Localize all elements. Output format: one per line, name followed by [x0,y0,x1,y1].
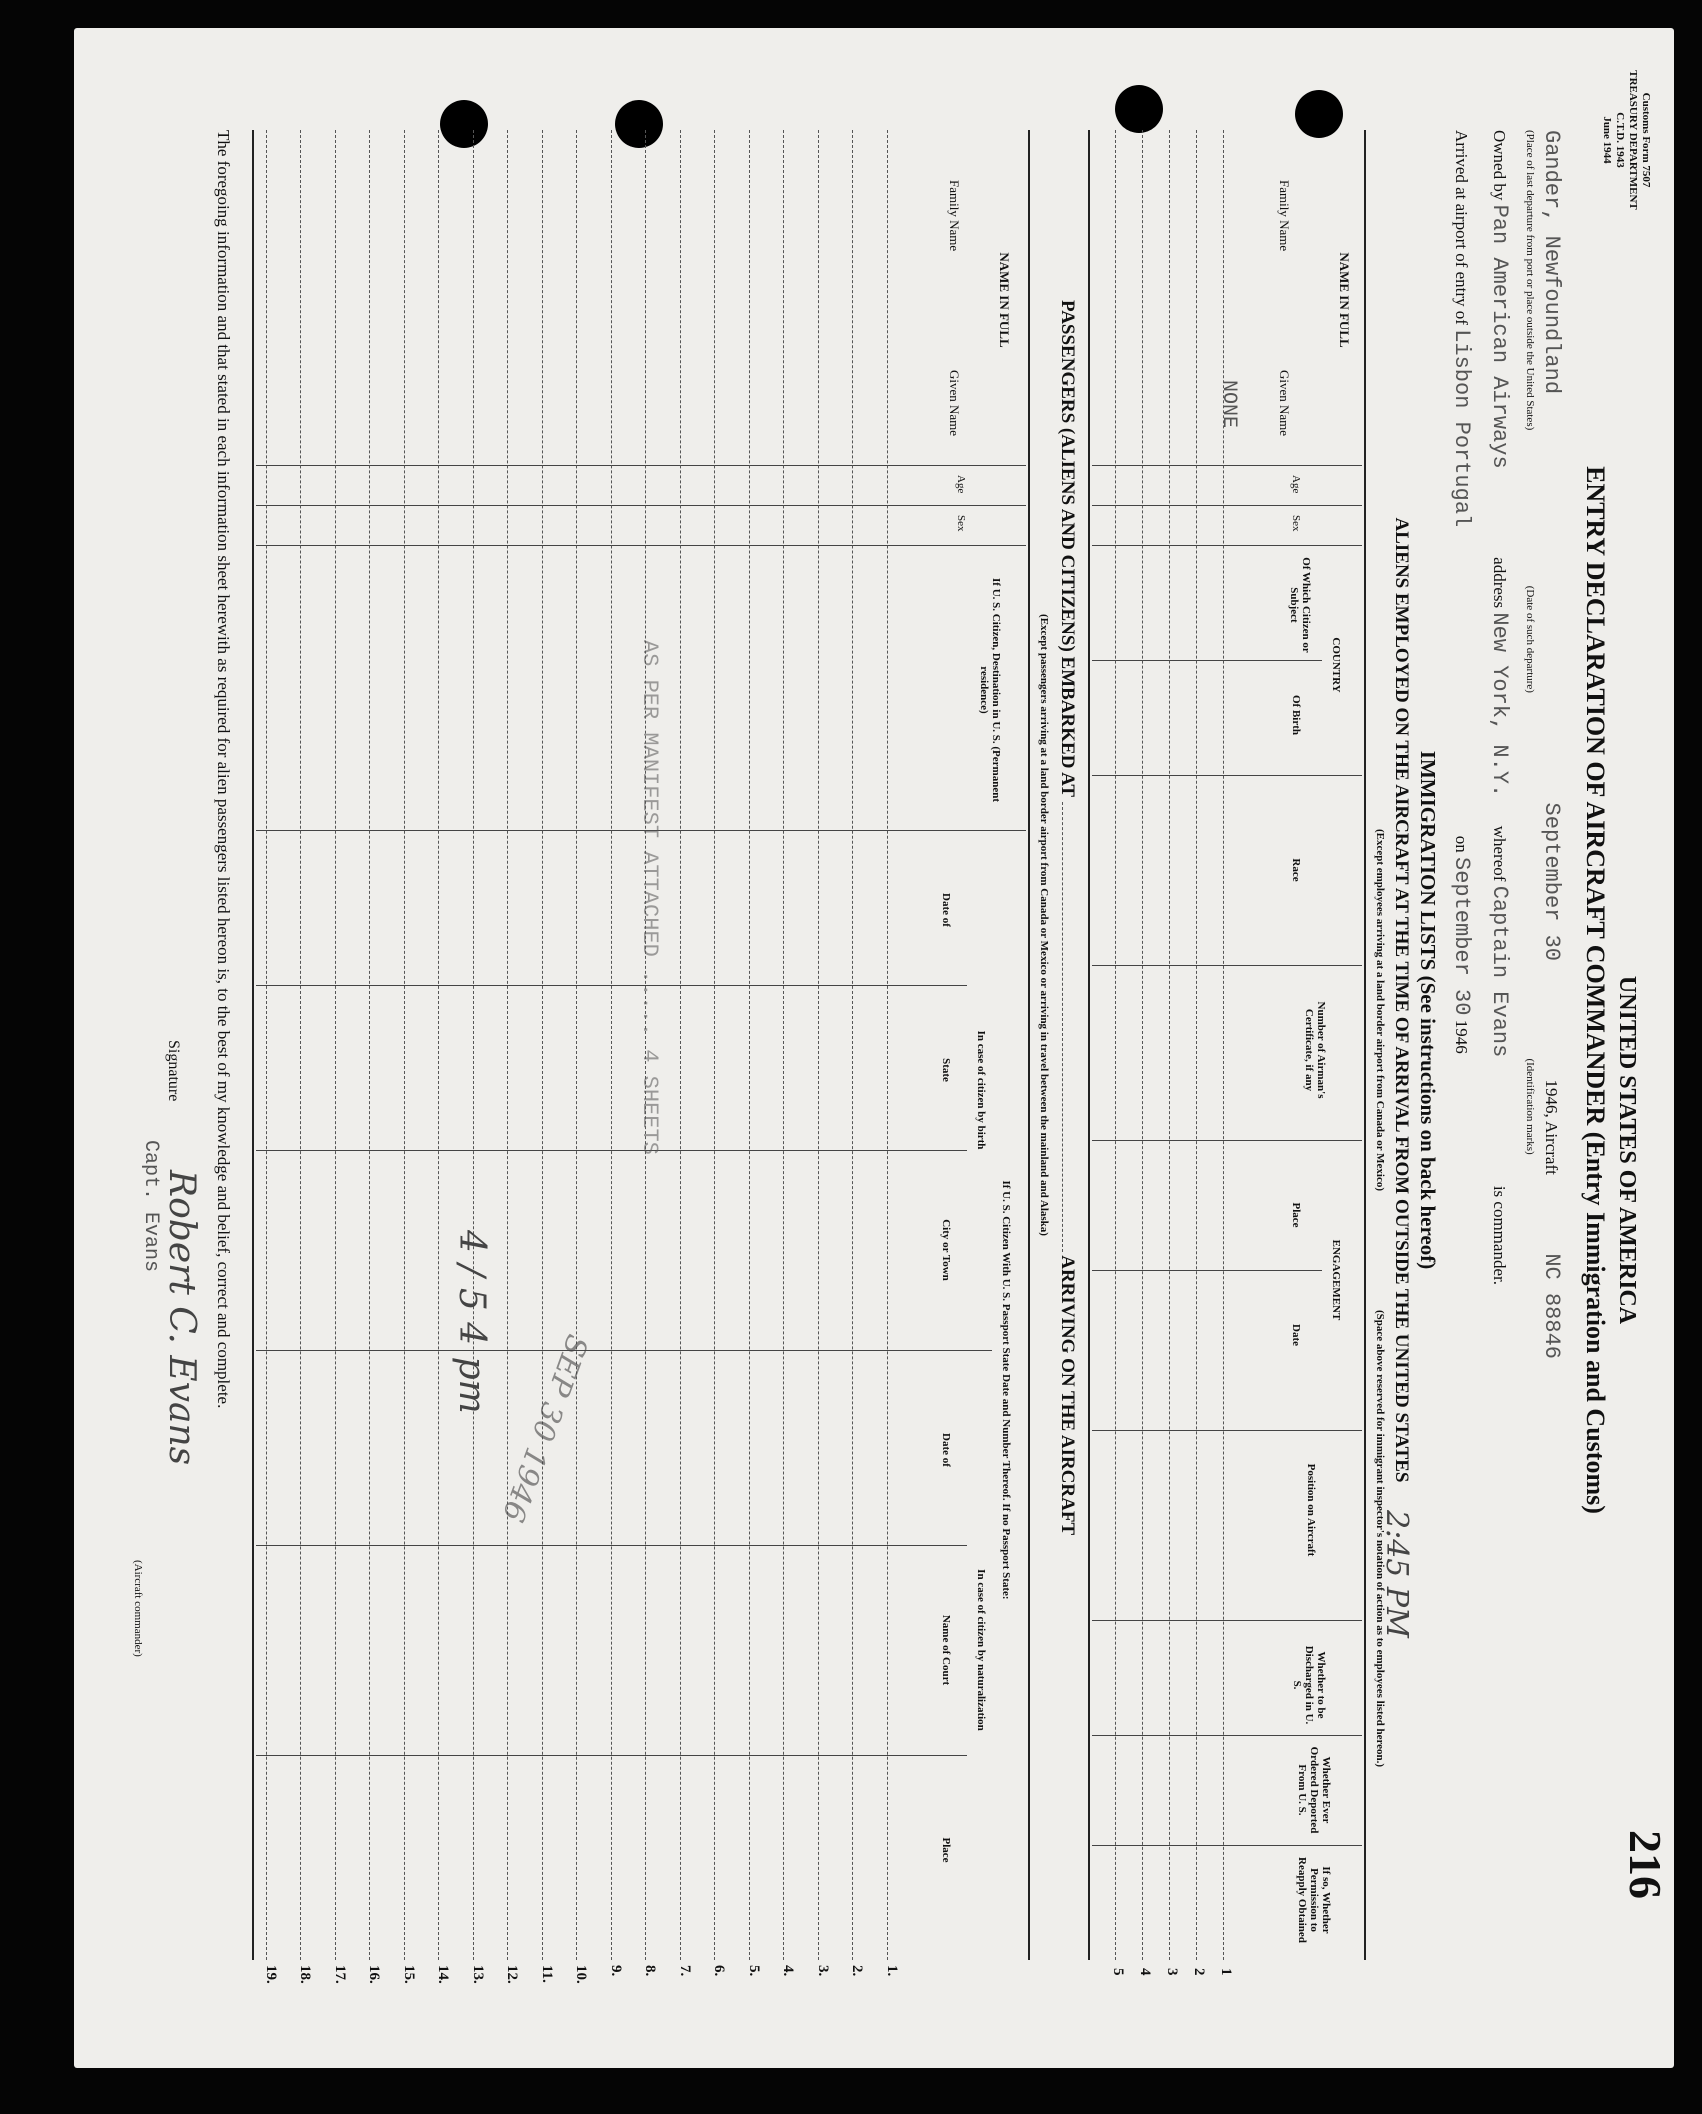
col-family-name: Family Name [1277,180,1292,252]
rule [1028,130,1030,1960]
row-number: 3 [1164,1968,1180,1976]
pax-col-city: City or Town [940,1219,952,1281]
col-airman-cert: Number of Airman's Certificate, if any [1303,1001,1327,1099]
pax-col-state: State [940,1058,952,1082]
col-engagement-place: Place [1290,1202,1302,1228]
stamp-time: 2:45 PM [1379,1510,1414,1638]
col-sex: Sex [1290,515,1302,532]
pax-col-by-naturalization: In case of citizen by naturalization [975,1569,987,1731]
certification-statement: The foregoing information and that stated in each information sheet herewith as required for alien passengers listed hereon is, to the best of my knowledge and belief, correct and complete. [214,130,233,1409]
pax-col-date-of-nat: Date of [940,1433,952,1467]
row-line [714,130,715,1960]
row-number: 11. [539,1965,555,1983]
row-number: 2 [1191,1968,1207,1976]
pax-col-date-of: Date of [940,893,952,927]
col-divider [256,545,1026,546]
pax-col-family-name: Family Name [947,180,962,252]
row-number: 4 [1137,1968,1153,1976]
col-divider [256,505,1026,506]
row-number: 3. [815,1965,831,1977]
col-deported: Whether Ever Ordered Deported From U. S. [1296,1746,1332,1834]
row-line [300,130,301,1960]
col-divider [1092,1845,1362,1846]
row-number: 5 [1110,1968,1126,1976]
pax-col-destination: If U. S. Citizen, Destination in U. S. (Permanent residence) [978,578,1002,802]
col-engagement: ENGAGEMENT [1330,1239,1342,1321]
signature-label: Signature [165,1040,182,1102]
pax-col-by-birth: In case of citizen by birth [975,1030,987,1150]
pax-col-place: Place [940,1837,952,1863]
passengers-title: PASSENGERS (ALIENS AND CITIZENS) EMBARKED AT ARRIVING ON THE AIRCRAFT [1057,300,1078,1536]
row-line [783,130,784,1960]
row-line [611,130,612,1960]
header-line-3: Arrived at airport of entry of Lisbon Portugal on September 30 1946 [1449,130,1474,1054]
signature-caption: (Aircraft commander) [132,1560,144,1657]
col-of-birth: Of Birth [1290,694,1302,736]
reserved-note: (Space above reserved for immigrant inspector's notation of action as to employees listed hereon.) [1374,1310,1386,1768]
row-number: 7. [677,1965,693,1977]
col-citizen-of: Of Which Citizen or Subject [1288,557,1312,653]
row-number: 8. [642,1965,658,1977]
row-line [335,130,336,1960]
date-value: September 30 [1539,802,1564,961]
row-number: 17. [332,1965,348,1984]
row-number: 6. [711,1965,727,1977]
col-divider [1092,465,1362,466]
signature: Robert C. Evans [161,1170,202,1466]
pax-col-passport: If U. S. Citizen With U. S. Passport State Date and Number Thereof. If no Passport State: [1000,1180,1012,1600]
header-line-2: Owned by Pan American Airways address New York, N.Y. whereof Captain Evans is commander. [1487,130,1512,1285]
col-divider [1092,545,1362,546]
col-given-name: Given Name [1277,370,1292,437]
col-divider [256,465,1026,466]
row-line [266,130,267,1960]
form-title: ENTRY DECLARATION OF AIRCRAFT COMMANDER (Entry Immigration and Customs) [1581,466,1610,1514]
row-number: 15. [401,1965,417,1984]
row-number: 2. [849,1965,865,1977]
row-line [680,130,681,1960]
col-discharged: Whether to be Discharged in U. S. [1291,1645,1327,1725]
row-line [507,130,508,1960]
row-number: 1. [884,1965,900,1977]
row-line [369,130,370,1960]
row-line [818,130,819,1960]
col-divider [1092,1270,1322,1271]
rule [252,130,254,1960]
place-value: Gander, Newfoundland [1539,130,1564,395]
row-number: 1 [1218,1968,1234,1976]
aircraft-value: NC 88846 [1539,1253,1564,1359]
row-line [438,130,439,1960]
col-race: Race [1290,858,1302,882]
row-line [1169,130,1170,1960]
row-number: 14. [435,1965,451,1984]
row-line [749,130,750,1960]
row-number: 13. [470,1965,486,1984]
col-divider [1092,965,1362,966]
row-number: 12. [504,1965,520,1984]
row-line [887,130,888,1960]
row-line [473,130,474,1960]
pax-col-given-name: Given Name [947,370,962,437]
signature-typed: Capt. Evans [139,1140,162,1273]
row-line [542,130,543,1960]
handwritten-note: 4 / 5 4 pm [451,1230,492,1414]
rule [1364,130,1366,1960]
col-position: Position on Aircraft [1305,1463,1317,1557]
col-divider [256,1350,992,1351]
immigration-subtitle: ALIENS EMPLOYED ON THE AIRCRAFT AT THE TIME OF ARRIVAL FROM OUTSIDE THE UNITED STATES [1391,517,1412,1483]
row-line [1196,130,1197,1960]
pax-col-name-in-full: NAME IN FULL [997,252,1012,348]
col-age: Age [1290,475,1302,494]
row-number: 9. [608,1965,624,1977]
manifest-note: AS PER MANIFEST ATTACHED ..... 4 SHEETS [637,640,662,1155]
passengers-note: (Except passengers arriving at a land border airport from Canada or Mexico or arriving in travel between the mainland and Alaska) [1038,614,1050,1236]
form-number: 216 [1620,1830,1671,1899]
received-stamp: SEP 30 1946 [494,1329,595,1527]
col-country: COUNTRY [1330,637,1342,693]
col-divider [1092,775,1362,776]
col-divider [1092,1735,1362,1736]
col-divider [1092,1620,1362,1621]
row-line [1223,130,1224,1960]
country-heading: UNITED STATES OF AMERICA [1614,975,1640,1325]
immigration-entry: NONE [1217,380,1240,429]
row-number: 10. [573,1965,589,1984]
col-divider [1092,1430,1362,1431]
row-number: 19. [263,1965,279,1984]
col-name-in-full: NAME IN FULL [1337,252,1352,348]
col-divider [1092,505,1362,506]
col-divider [1092,1140,1362,1141]
col-engagement-date: Date [1290,1324,1302,1346]
row-line [404,130,405,1960]
rule [1088,130,1090,1960]
row-number: 4. [780,1965,796,1977]
row-number: 5. [746,1965,762,1977]
pax-col-sex: Sex [955,515,967,532]
row-line [576,130,577,1960]
immigration-title: IMMIGRATION LISTS (See instructions on back hereof) [1416,750,1440,1270]
customs-form-id: Customs Form 7507 TREASURY DEPARTMENT C.T.D. 1943 June 1944 [1601,70,1652,210]
immigration-note: (Except employees arriving at a land border airport from Canada or Mexico) [1374,828,1386,1192]
row-line [1115,130,1116,1960]
row-line [852,130,853,1960]
row-number: 18. [297,1965,313,1984]
row-number: 16. [366,1965,382,1984]
header-line-1: Gander, Newfoundland September 30 1946, Aircraft NC 88846 [1539,130,1564,1359]
row-line [1142,130,1143,1960]
header-captions: (Place of last departure from port or place outside the United States) (Date of such departure) (Identification marks) [1524,130,1536,1155]
col-permission: If so, Whether Permission to Reapply Obtained [1296,1857,1332,1943]
col-divider [1092,660,1322,661]
pax-col-court: Name of Court [940,1614,952,1686]
pax-col-age: Age [955,475,967,494]
